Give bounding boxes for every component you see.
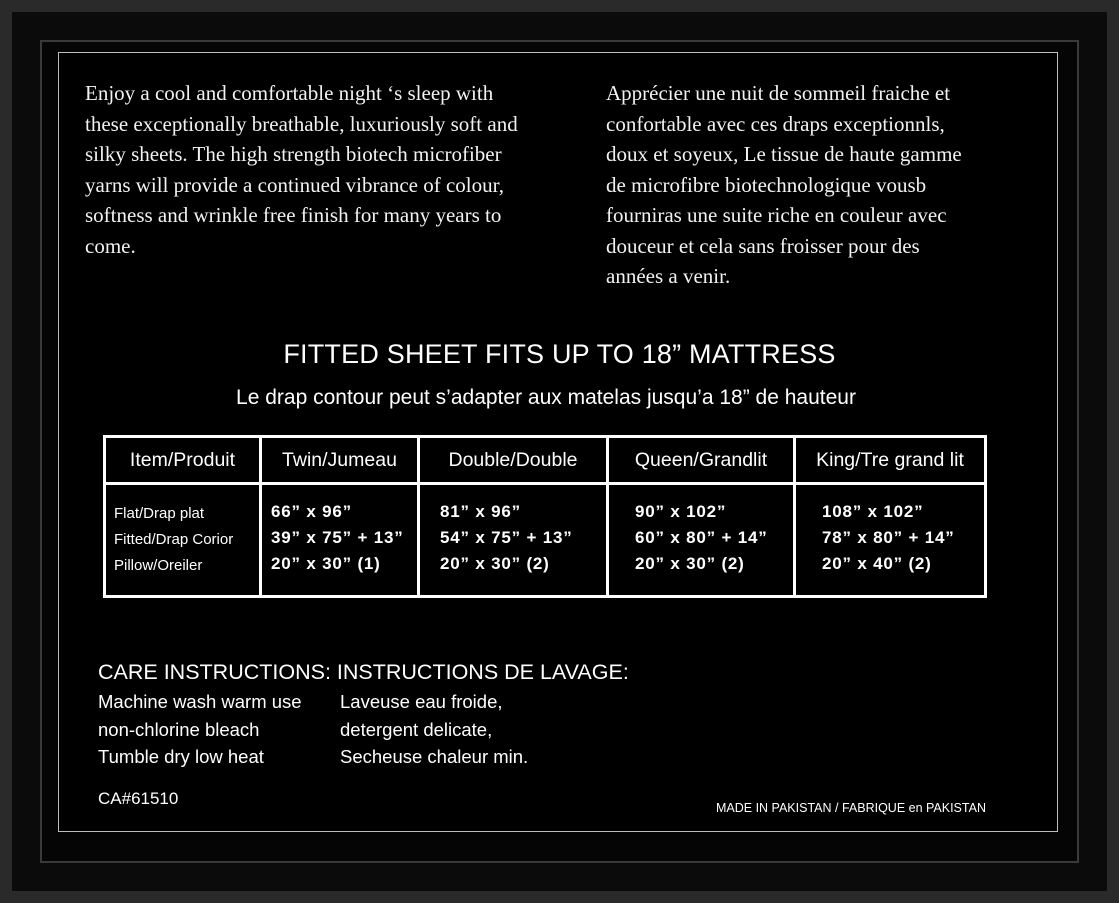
queen-sizes-cell: 90” x 102” 60” x 80” + 14” 20” x 30” (2) xyxy=(608,484,795,597)
fitted-sheet-title: FITTED SHEET FITS UP TO 18” MATTRESS xyxy=(283,339,836,369)
care-instructions-heading: CARE INSTRUCTIONS: INSTRUCTIONS DE LAVAGE: xyxy=(98,660,629,684)
header-queen: Queen/Grandlit xyxy=(608,437,795,484)
made-in-label: MADE IN PAKISTAN / FABRIQUE en PAKISTAN xyxy=(716,801,986,815)
size-table xyxy=(103,435,987,598)
care-instructions-english: Machine wash warm use non-chlorine bleach Tumble dry low heat xyxy=(98,691,302,767)
item-names-cell: Flat/Drap plat Fitted/Drap Corior Pillow/Oreiler xyxy=(105,484,261,597)
intro-french: Apprécier une nuit de sommeil fraiche et confortable avec ces draps exceptionnls, doux et soyeux, Le tissue de haute gamme de microfibre biotechnologique vousb fourniras une suite riche en couleur avec douceur et cela sans froisser pour des années a venir. xyxy=(606,81,962,288)
care-instructions-french: Laveuse eau froide, detergent delicate, Secheuse chaleur min. xyxy=(340,691,529,767)
intro-english: Enjoy a cool and comfortable night ‘s sleep with these exceptionally breathable, luxuriously soft and silky sheets. The high strength biotech microfiber yarns will provide a continued vibrance of colour, softness and wrinkle free finish for many years to come. xyxy=(85,81,518,258)
header-double: Double/Double xyxy=(419,437,608,484)
header-twin: Twin/Jumeau xyxy=(261,437,419,484)
king-sizes-cell: 108” x 102” 78” x 80” + 14” 20” x 40” (2) xyxy=(795,484,986,597)
double-sizes-cell: 81” x 96” 54” x 75” + 13” 20” x 30” (2) xyxy=(419,484,608,597)
fitted-sheet-subtitle: Le drap contour peut s’adapter aux matelas jusqu’a 18” de hauteur xyxy=(236,386,856,409)
size-table-header-row xyxy=(105,437,986,484)
size-table-row xyxy=(105,484,986,597)
twin-sizes-cell: 66” x 96” 39” x 75” + 13” 20” x 30” (1) xyxy=(261,484,419,597)
header-item: Item/Produit xyxy=(105,437,261,484)
header-king: King/Tre grand lit xyxy=(795,437,986,484)
ca-number: CA#61510 xyxy=(98,789,179,808)
